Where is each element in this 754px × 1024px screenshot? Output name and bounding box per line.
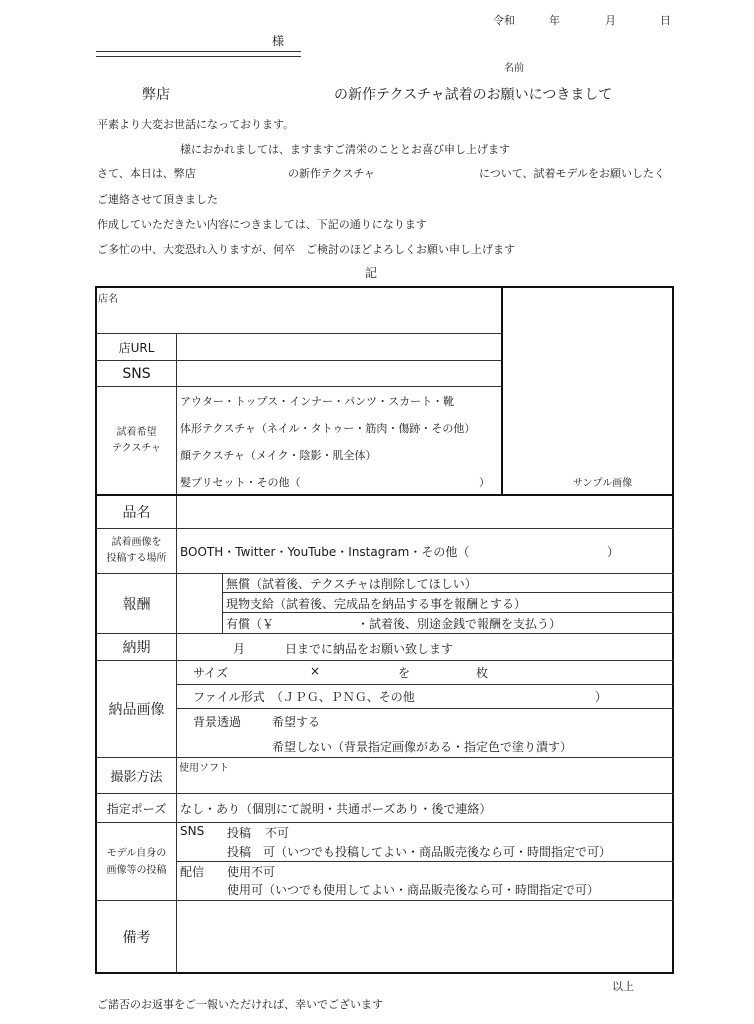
addressee-suffix: 様 (272, 34, 285, 48)
reward-option-paid-note: ・試着後、別途金銭で報酬を支払う） (357, 617, 562, 631)
model-post-ok: 投稿 可（いつでも投稿してよい・商品販売後なら可・時間指定で可） (227, 845, 612, 859)
reward-sub-divider (222, 573, 223, 633)
sns-label: SNS (122, 365, 151, 382)
month-label: 月 (605, 14, 616, 27)
content-line: 作成していただきたい内容につきましては、下記の通りになります (97, 218, 427, 231)
ki-heading: 記 (365, 266, 378, 280)
texture-option-face: 顔テクスチャ（メイク・陰影・肌全体） (180, 449, 377, 462)
deadline-month: 月 (233, 642, 246, 656)
model-post-label: モデル自身の 画像等の投稿 (106, 847, 167, 876)
era-label: 令和 (493, 14, 515, 27)
pose-options: なし・あり（個別にて説明・共通ポーズあり・後で連絡） (180, 802, 492, 816)
respect-line: 様におかれましては、ますますご清栄のこととお喜び申し上げます (180, 143, 510, 156)
bg-transparent-no: 希望しない（背景指定画像がある・指定色で塗り潰す） (272, 740, 573, 754)
remarks-label: 備考 (122, 930, 151, 946)
contact-line: ご連絡させて頂きました (97, 193, 218, 206)
post-places-close: ） (607, 545, 620, 559)
texture-label: 試着希望 テクスチャ (112, 426, 161, 454)
closing-line: ご諾否のお返事をご一報いただければ、幸いでございます (97, 998, 383, 1011)
shop-url-label: 店URL (118, 340, 155, 355)
model-use-ok: 使用可（いつでも使用してよい・商品販売後なら可・時間指定で可） (227, 883, 600, 897)
ijou-label: 以上 (612, 980, 634, 993)
request-line-c: について、試着モデルをお願いしたく (479, 167, 666, 180)
day-label: 日 (660, 14, 671, 27)
model-post-no: 不可 (265, 826, 290, 840)
post-place-label: 試着画像を 投稿する場所 (106, 537, 167, 564)
shooting-label: 撮影方法 (110, 770, 163, 785)
reward-option-paid: 有償（￥ (226, 617, 275, 631)
software-label: 使用ソフト (179, 763, 229, 774)
reward-option-free: 無償（試着後、テクスチャは削除してほしい） (226, 577, 477, 591)
pose-label: 指定ポーズ (106, 801, 167, 816)
model-post-label-text: 投稿 (227, 826, 252, 840)
deadline-label: 納期 (122, 640, 151, 656)
reward-label: 報酬 (122, 596, 151, 613)
shop-name-label: 店名 (98, 294, 118, 305)
model-sns-label: SNS (180, 824, 205, 838)
consider-line: ご多忙の中、大変恐れ入りますが、何卒 ご検討のほどよろしくお願い申し上げます (97, 243, 515, 256)
deadline-text: 日までに納品をお願い致します (285, 642, 454, 656)
reward-option-goods: 現物支給（試着後、完成品を納品する事を報酬とする） (226, 597, 527, 611)
label-column-divider (176, 333, 177, 973)
model-use-no: 使用不可 (227, 865, 276, 879)
post-places: BOOTH・Twitter・YouTube・Instagram・その他（ (180, 545, 470, 559)
file-format-close: ） (595, 690, 608, 704)
delivery-label: 納品画像 (108, 702, 165, 718)
bg-transparent-yes: 希望する (272, 715, 321, 729)
request-line-a: さて、本日は、弊店 (97, 167, 196, 180)
subject-title: の新作テクスチャ試着のお願いにつきまして (334, 87, 613, 103)
addressee-underline (96, 51, 301, 57)
file-format-label: ファイル形式 （ＪＰＧ、ＰＮＧ、その他 (193, 690, 415, 704)
request-line-b: の新作テクスチャ (288, 167, 375, 180)
texture-option-clothes: アウター・トップス・インナー・パンツ・スカート・靴 (180, 395, 455, 408)
sample-column-divider (501, 286, 503, 495)
bg-transparent-label: 背景透過 (193, 715, 242, 729)
sample-image-label: サンプル画像 (573, 478, 633, 489)
size-wo: を (398, 666, 411, 680)
texture-option-body: 体形テクスチャ（ネイル・タトゥー・筋肉・傷跡・その他） (180, 422, 476, 435)
size-count: 枚 (476, 666, 489, 680)
name-caption: 名前 (504, 63, 524, 74)
texture-option-hair-close: ） (479, 476, 490, 489)
item-name-label: 品名 (122, 504, 151, 521)
size-times: × (310, 664, 321, 678)
texture-option-hair: 髪プリセット・その他（ (180, 476, 301, 489)
shop-word: 弊店 (142, 87, 170, 103)
model-stream-label: 配信 (180, 865, 205, 879)
year-label: 年 (549, 14, 560, 27)
size-label: サイズ (193, 666, 229, 680)
greeting-line: 平素より大変お世話になっております。 (97, 118, 295, 131)
